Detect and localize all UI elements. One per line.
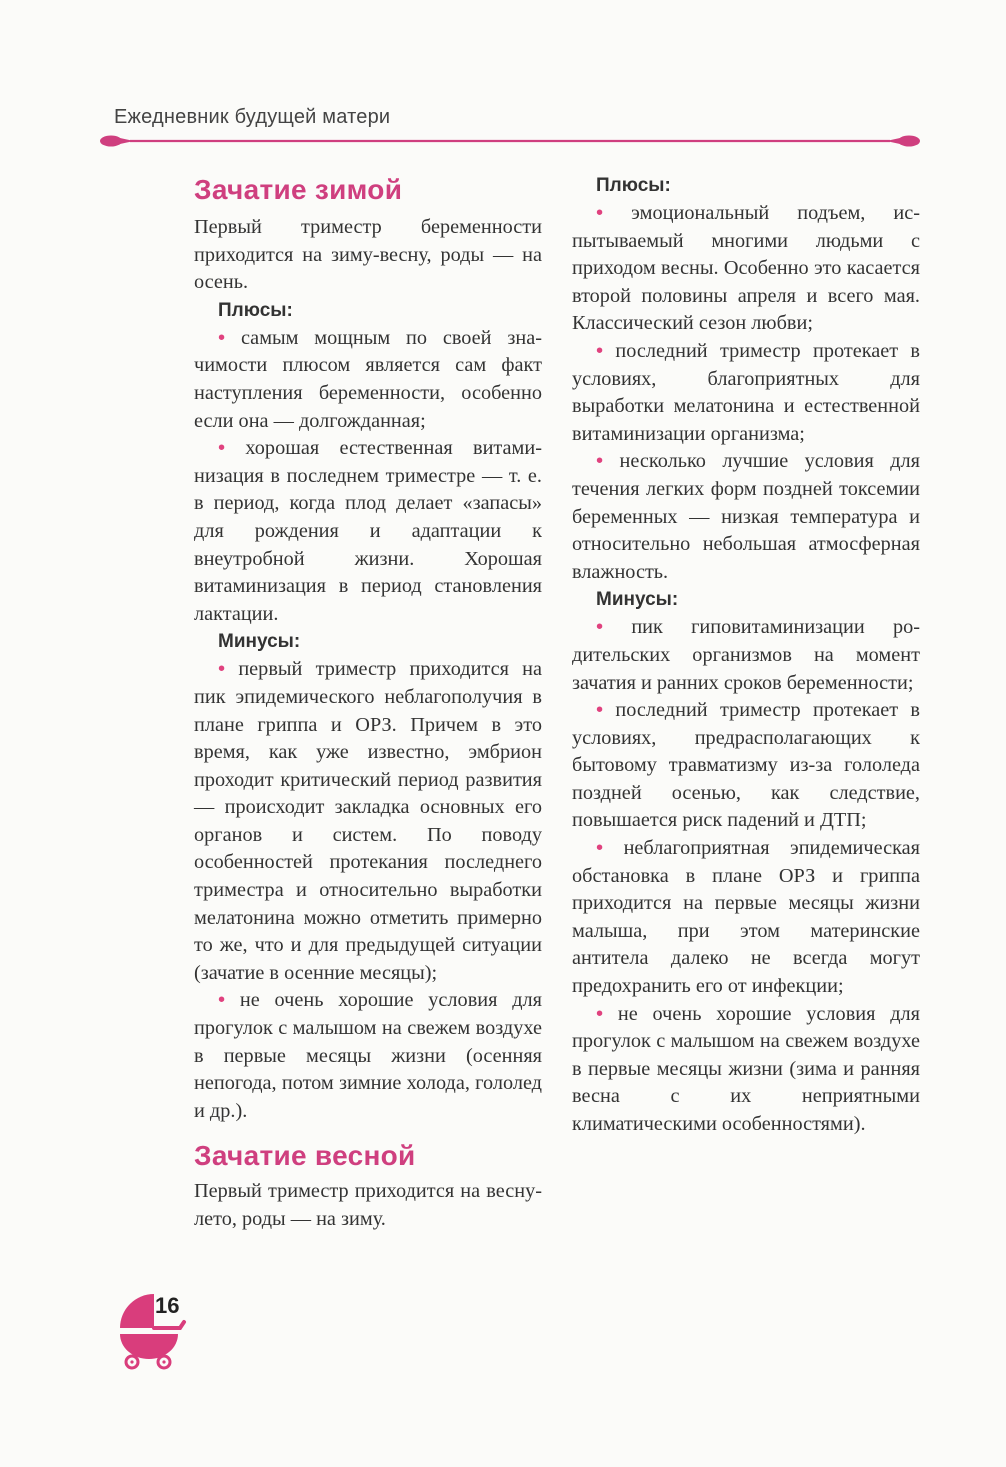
page-number: 16 — [155, 1293, 180, 1318]
spring-intro: Первый триместр приходится на весну-лето, роды — на зиму. — [194, 1180, 542, 1230]
winter-con-item: • не очень хорошие условия для прогулок с малышом на свежем воздухе в первые месяцы жизни (осенняя непогода, потом зимние холода, гололед и др.). — [194, 989, 543, 1122]
right-column — [572, 172, 920, 1139]
spring-pro-item: • несколько лучшие условия для течения легких форм поздней токсемии беременных — низкая температура и относительно небольшая атмосферная влажность. — [572, 450, 920, 583]
winter-con-item: • первый триместр приходится на пик эпидемического неблагополучия в плане гриппа и ОРЗ. Причем в это время, как уже известно, эмбрион проходит критический период развития — происходит закладка основных его органов и систем. По поводу особенностей протекания последнего триместра и относительно выработки мелатонина можно отметить примерно то же, что и для предыдущей ситуации (зачатие в осенние месяцы); — [194, 658, 542, 984]
bullet-icon: • — [596, 616, 604, 639]
bullet-icon: • — [218, 658, 226, 681]
bullet-icon: • — [218, 326, 226, 349]
running-header: Ежедневник будущей матери — [114, 106, 391, 128]
bullet-icon: • — [596, 837, 604, 860]
header-rule — [100, 131, 920, 151]
bullet-icon: • — [596, 202, 604, 224]
spring-pro-item: • эмоциональный подъем, испытываемый многими людьми с приходом весны. Особенно это касается второй половины апреля и всего мая. Классический сезон любви; — [572, 202, 920, 335]
bullet-icon: • — [596, 699, 604, 722]
bullet-icon: • — [218, 437, 226, 460]
section-title-winter: Зачатие зимой — [194, 174, 403, 205]
bullet-icon: • — [596, 1002, 604, 1025]
rule-right-drop — [898, 136, 920, 147]
spring-con-item: • последний триместр протекает в условиях, предрасполагающих к бытовому травматизму из-за гололеда поздней осенью, как следствие, повышается риск падений и ДТП; — [572, 699, 920, 832]
winter-pro-item: • хорошая естественная витаминизация в последнем триместре — т. е. в период, когда плод делает «запасы» для рождения и адаптации к внеутробной жизни. Хорошая витаминизация в период становления лактации. — [194, 437, 542, 625]
spring-pro-item: • последний триместр протекает в условиях, благоприятных для выработки мелатонина и естественной витаминизации организма; — [572, 339, 920, 445]
spring-cons-label: Минусы: — [596, 589, 679, 611]
section-title-spring: Зачатие весной — [194, 1140, 416, 1172]
bullet-icon: • — [596, 450, 604, 473]
spring-pros-label: Плюсы: — [596, 175, 671, 196]
rule-left-drop — [100, 136, 122, 147]
spring-con-item: • неблагоприятная эпидемическая обстановка в плане ОРЗ и гриппа приходится на первые месяцы жизни малыша, при этом материнские антитела далеко не всегда могут предохранить его от инфекции; — [572, 837, 920, 998]
winter-cons-label: Минусы: — [218, 631, 301, 653]
winter-pro-item: • самым мощным по своей значимости плюсом является сам факт наступления беременности, особенно если она — долгожданная; — [194, 326, 542, 432]
left-column — [194, 172, 542, 1234]
winter-intro: Первый триместр беременности приходится на зиму-весну, роды — на осень. — [194, 216, 542, 294]
bullet-icon: • — [218, 989, 226, 1012]
spring-con-item: • пик гиповитаминизации родительских организмов на момент зачатия и ранних сроков беременности; — [572, 616, 920, 694]
spring-con-item: • не очень хорошие условия для прогулок с малышом на свежем воздухе в первые месяцы жизни (зима и ранняя весна с их неприятными климатическими особенностями). — [572, 1002, 921, 1135]
rule-right-tip — [886, 138, 900, 144]
bullet-icon: • — [596, 339, 604, 362]
winter-pros-label: Плюсы: — [218, 299, 293, 321]
